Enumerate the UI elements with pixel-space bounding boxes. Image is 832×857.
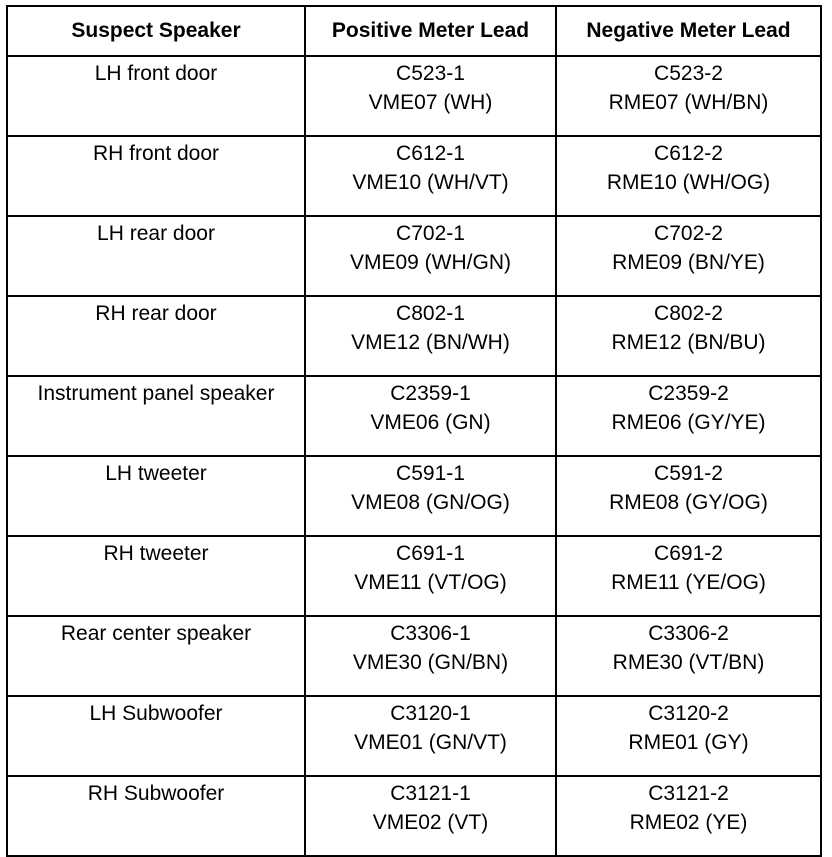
positive-connector-pin: C802-1	[396, 302, 465, 325]
negative-circuit: RME11 (YE/OG)	[611, 571, 766, 594]
speaker-name: LH rear door	[97, 222, 215, 245]
negative-connector-pin: C3306-2	[648, 622, 729, 645]
speaker-name: Rear center speaker	[60, 622, 252, 645]
negative-circuit: RME06 (GY/YE)	[611, 411, 766, 434]
cell-suspect-speaker	[7, 296, 305, 376]
cell-suspect-speaker	[7, 456, 305, 536]
table-row	[7, 216, 821, 296]
cell-positive-meter-lead	[305, 56, 556, 136]
cell-negative-meter-lead	[556, 456, 821, 536]
negative-circuit: RME09 (BN/YE)	[612, 251, 765, 274]
speaker-name: LH Subwoofer	[89, 702, 223, 725]
negative-circuit: RME30 (VT/BN)	[612, 651, 765, 674]
table-row	[7, 696, 821, 776]
positive-circuit: VME08 (GN/OG)	[351, 491, 510, 514]
negative-circuit: RME01 (GY)	[628, 731, 749, 754]
negative-connector-pin: C3121-2	[648, 782, 729, 805]
negative-circuit: RME07 (WH/BN)	[608, 91, 769, 114]
positive-circuit: VME01 (GN/VT)	[354, 731, 507, 754]
cell-negative-meter-lead	[556, 296, 821, 376]
cell-suspect-speaker	[7, 616, 305, 696]
positive-connector-pin: C691-1	[396, 542, 465, 565]
cell-positive-meter-lead	[305, 376, 556, 456]
positive-circuit: VME09 (WH/GN)	[349, 251, 511, 274]
positive-circuit: VME11 (VT/OG)	[354, 571, 507, 594]
negative-connector-pin: C691-2	[654, 542, 723, 565]
speaker-name: RH rear door	[95, 302, 217, 325]
negative-connector-pin: C523-2	[654, 62, 723, 85]
table-row	[7, 536, 821, 616]
positive-connector-pin: C2359-1	[390, 382, 471, 405]
cell-positive-meter-lead	[305, 216, 556, 296]
cell-positive-meter-lead	[305, 456, 556, 536]
cell-positive-meter-lead	[305, 696, 556, 776]
positive-circuit: VME10 (WH/VT)	[352, 171, 509, 194]
positive-circuit: VME07 (WH)	[368, 91, 493, 114]
cell-negative-meter-lead	[556, 136, 821, 216]
cell-suspect-speaker	[7, 776, 305, 856]
speaker-name: RH Subwoofer	[87, 782, 225, 805]
table-row	[7, 456, 821, 536]
negative-connector-pin: C3120-2	[648, 702, 729, 725]
positive-connector-pin: C3120-1	[390, 702, 471, 725]
header-row	[7, 6, 821, 56]
table-row	[7, 376, 821, 456]
cell-negative-meter-lead	[556, 56, 821, 136]
negative-connector-pin: C612-2	[654, 142, 723, 165]
positive-connector-pin: C612-1	[396, 142, 465, 165]
negative-connector-pin: C591-2	[654, 462, 723, 485]
speaker-name: LH front door	[94, 62, 218, 85]
cell-negative-meter-lead	[556, 616, 821, 696]
table-row	[7, 616, 821, 696]
negative-circuit: RME08 (GY/OG)	[609, 491, 768, 514]
table-row	[7, 136, 821, 216]
header-negative-meter-lead: Negative Meter Lead	[556, 6, 821, 56]
negative-connector-pin: C2359-2	[648, 382, 729, 405]
cell-suspect-speaker	[7, 56, 305, 136]
cell-positive-meter-lead	[305, 776, 556, 856]
cell-suspect-speaker	[7, 696, 305, 776]
speaker-name: RH front door	[92, 142, 220, 165]
table-header	[7, 6, 821, 56]
cell-positive-meter-lead	[305, 616, 556, 696]
table-row	[7, 296, 821, 376]
cell-positive-meter-lead	[305, 296, 556, 376]
cell-negative-meter-lead	[556, 776, 821, 856]
negative-connector-pin: C802-2	[654, 302, 723, 325]
cell-suspect-speaker	[7, 376, 305, 456]
positive-connector-pin: C3121-1	[390, 782, 471, 805]
positive-circuit: VME02 (VT)	[372, 811, 489, 834]
positive-connector-pin: C702-1	[396, 222, 465, 245]
positive-connector-pin: C3306-1	[390, 622, 471, 645]
speaker-name: RH tweeter	[103, 542, 209, 565]
positive-circuit: VME30 (GN/BN)	[352, 651, 509, 674]
negative-circuit: RME02 (YE)	[629, 811, 748, 834]
positive-connector-pin: C591-1	[396, 462, 465, 485]
positive-connector-pin: C523-1	[396, 62, 465, 85]
header-positive-meter-lead: Positive Meter Lead	[305, 6, 556, 56]
cell-negative-meter-lead	[556, 536, 821, 616]
cell-negative-meter-lead	[556, 696, 821, 776]
negative-circuit: RME10 (WH/OG)	[606, 171, 771, 194]
cell-suspect-speaker	[7, 216, 305, 296]
negative-connector-pin: C702-2	[654, 222, 723, 245]
cell-positive-meter-lead	[305, 536, 556, 616]
positive-circuit: VME06 (GN)	[370, 411, 491, 434]
positive-circuit: VME12 (BN/WH)	[351, 331, 510, 354]
cell-positive-meter-lead	[305, 136, 556, 216]
table-body	[7, 56, 821, 856]
cell-suspect-speaker	[7, 136, 305, 216]
header-suspect-speaker: Suspect Speaker	[7, 6, 305, 56]
negative-circuit: RME12 (BN/BU)	[611, 331, 766, 354]
cell-negative-meter-lead	[556, 376, 821, 456]
table-row	[7, 56, 821, 136]
speaker-name: LH tweeter	[105, 462, 207, 485]
cell-suspect-speaker	[7, 536, 305, 616]
speaker-test-table	[6, 5, 822, 857]
speaker-name: Instrument panel speaker	[37, 382, 275, 405]
cell-negative-meter-lead	[556, 216, 821, 296]
table-row	[7, 776, 821, 856]
